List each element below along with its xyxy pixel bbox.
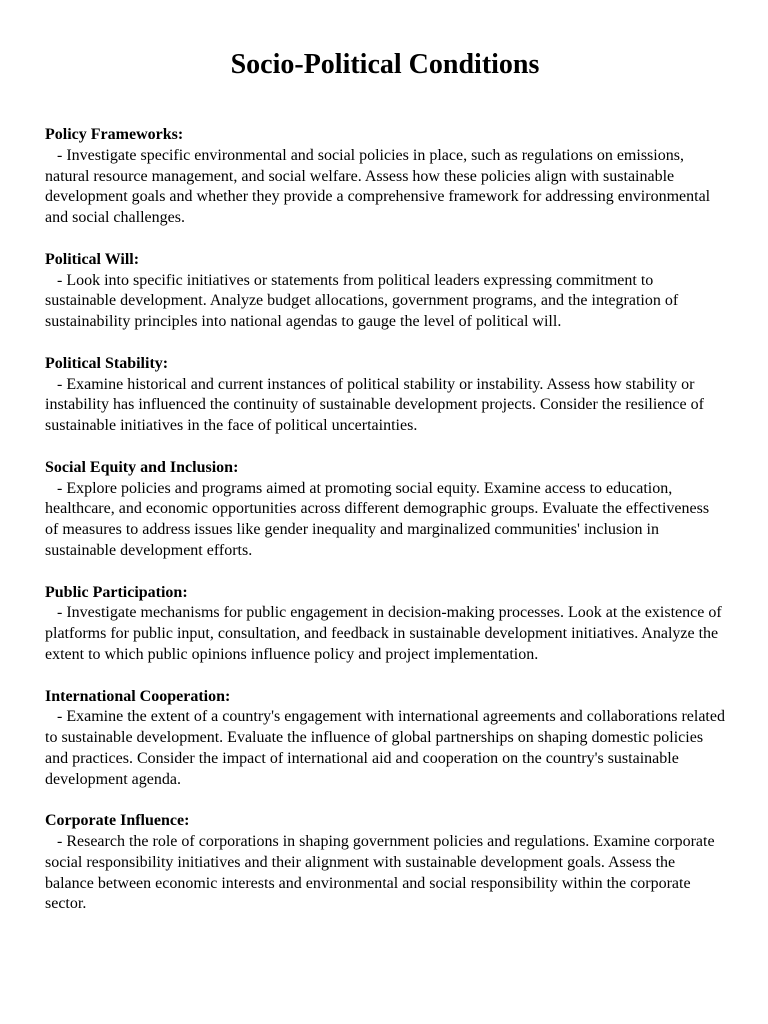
section-body: - Research the role of corporations in shaping government policies and regulations. Examine corporate social responsibility initiatives and their alignment with sustainable development goals. Assess the balance between economic interests and environmental and social responsibility within the corporate sector. bbox=[45, 833, 715, 913]
section-corporate-influence bbox=[45, 811, 725, 915]
section-heading: Political Stability: bbox=[45, 354, 169, 372]
section-heading: Public Participation: bbox=[45, 583, 188, 601]
section-policy-frameworks bbox=[45, 125, 725, 229]
section-social-equity bbox=[45, 458, 725, 562]
section-body: - Look into specific initiatives or statements from political leaders expressing commitment to sustainable development. Analyze budget allocations, government programs, and the integration of sustainability principles into national agendas to gauge the level of political will. bbox=[45, 271, 679, 331]
section-public-participation bbox=[45, 583, 725, 666]
section-heading: International Cooperation: bbox=[45, 687, 231, 705]
section-political-will bbox=[45, 250, 725, 333]
section-body: - Explore policies and programs aimed at promoting social equity. Examine access to education, healthcare, and economic opportunities across different demographic groups. Evaluate the effectiveness of measures to address issues like gender inequality and marginalized communities' inclusion in sustainable development efforts. bbox=[45, 479, 710, 559]
section-heading: Political Will: bbox=[45, 250, 140, 268]
section-heading: Policy Frameworks: bbox=[45, 126, 184, 143]
page-title: Socio-Political Conditions bbox=[230, 49, 540, 80]
section-body: - Examine historical and current instances of political stability or instability. Assess how stability or instability has influenced the continuity of sustainable development projects. Consider the resilience of sustainable initiatives in the face of political uncertainties. bbox=[45, 375, 704, 435]
document-page bbox=[45, 0, 725, 936]
section-international-cooperation bbox=[45, 687, 725, 791]
section-body: - Investigate mechanisms for public engagement in decision-making processes. Look at the existence of platforms for public input, consultation, and feedback in sustainable development initiatives. Analyze the extent to which public opinions influence policy and project implementation. bbox=[45, 604, 722, 663]
section-political-stability bbox=[45, 354, 725, 437]
section-heading: Corporate Influence: bbox=[45, 812, 190, 830]
section-body: - Examine the extent of a country's engagement with international agreements and collaborations related to sustainable development. Evaluate the influence of global partnerships on shaping domestic policies and practices. Consider the impact of international aid and cooperation on the country's sustainable development agenda. bbox=[45, 708, 725, 788]
section-heading: Social Equity and Inclusion: bbox=[45, 458, 239, 476]
section-body: - Investigate specific environmental and social policies in place, such as regulations on emissions, natural resource management, and social welfare. Assess how these policies align with sustainable development goals and whether they provide a comprehensive framework for addressing environmental and social challenges. bbox=[45, 146, 711, 227]
